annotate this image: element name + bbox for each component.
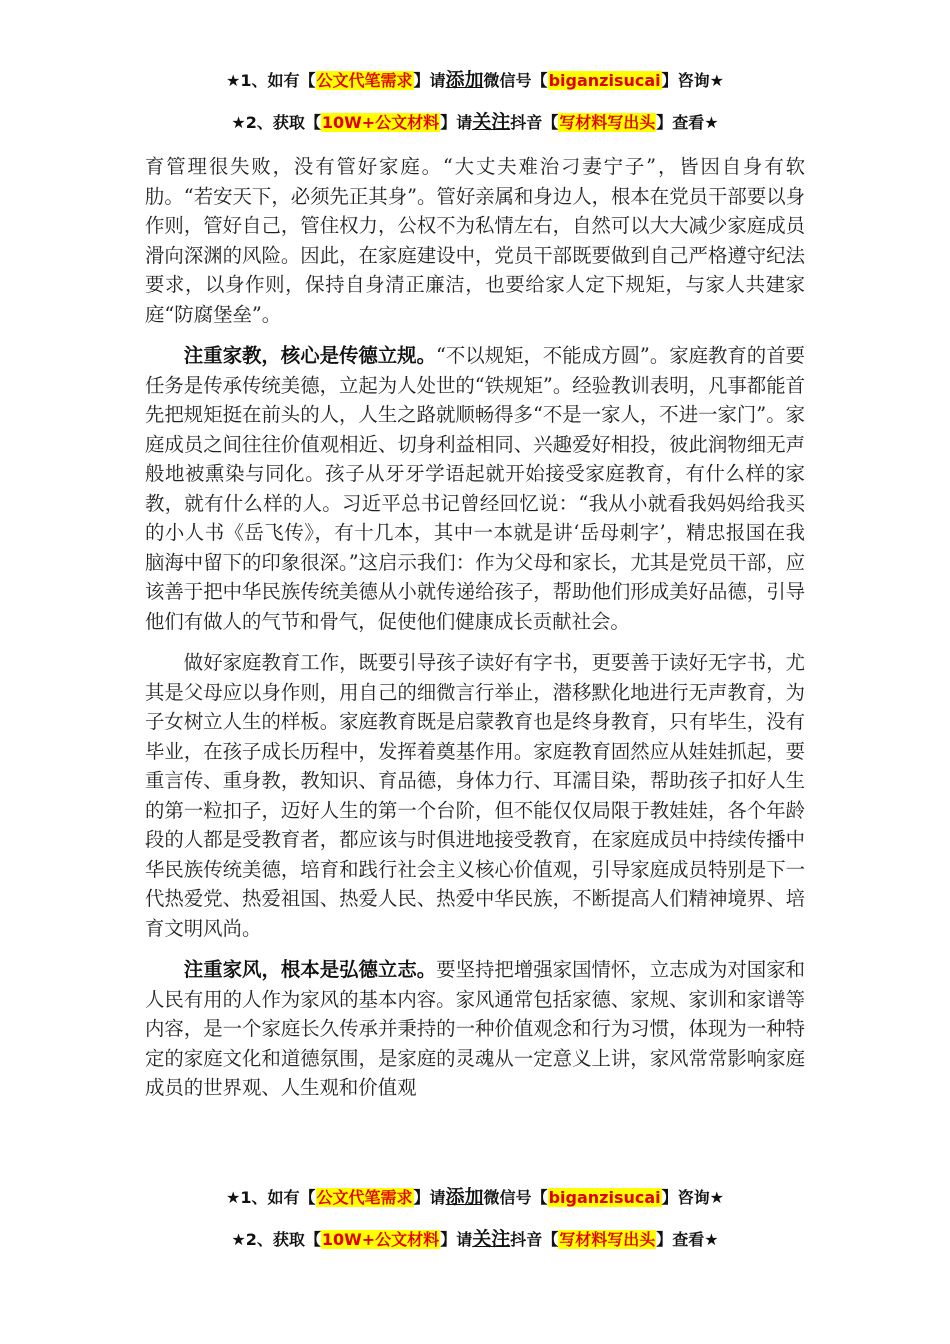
paragraph-4-body: 要坚持把增强家国情怀，立志成为对国家和人民有用的人作为家风的基本内容。家风通常包括家德、家规、家训和家谱等内容，是一个家庭长久传承并秉持的一种价值观念和行为习惯，体现为一种特定的家庭文化和道德氛围，是家庭的灵魂从一定意义上讲，家风常常影响家庭成员的世界观、人生观和价值观 xyxy=(145,958,806,1099)
banner-text: ★1、如有【 xyxy=(226,1188,316,1207)
banner-wechat-id: biganzisucai xyxy=(548,1188,661,1207)
top-banner-line-1 xyxy=(0,67,950,93)
banner-text: 】查看★ xyxy=(656,113,719,132)
paragraph-3: 做好家庭教育工作，既要引导孩子读好有字书，更要善于读好无字书，尤其是父母应以身作则，用自己的细微言行举止，潜移默化地进行无声教育，为子女树立人生的样板。家庭教育既是启蒙教育也是终身教育，只有毕生，没有毕业，在孩子成长历程中，发挥着奠基作用。家庭教育固然应从娃娃抓起，要重言传、重身教，教知识、育品德，身体力行、耳濡目染，帮助孩子扣好人生的第一粒扣子，迈好人生的第一个台阶，但不能仅仅局限于教娃娃，各个年龄段的人都是受教育者，都应该与时俱进地接受教育，在家庭成员中持续传播中华民族传统美德，培育和践行社会主义核心价值观，引导家庭成员特别是下一代热爱党、热爱祖国、热爱人民、热爱中华民族，不断提高人们精神境界、培育文明风尚。 xyxy=(145,651,805,940)
top-banner-line-2 xyxy=(0,109,950,135)
banner-emphasis: 添加 xyxy=(445,1186,484,1208)
banner-text: 抖音【 xyxy=(510,1230,559,1249)
bottom-banner-line-2 xyxy=(0,1226,950,1252)
paragraph-2-heading: 注重家教，核心是传德立规。 xyxy=(183,344,436,367)
banner-text: 】请 xyxy=(413,1188,446,1207)
banner-text: 】请 xyxy=(440,113,473,132)
banner-douyin-id: 写材料写出头 xyxy=(559,1230,656,1249)
bottom-banner-line-1 xyxy=(0,1184,950,1210)
banner-text: 】咨询★ xyxy=(661,1188,724,1207)
banner-text: 微信号【 xyxy=(483,1188,548,1207)
banner-text: 抖音【 xyxy=(510,113,559,132)
banner-text: ★2、获取【 xyxy=(231,113,321,132)
banner-text: 】咨询★ xyxy=(661,71,724,90)
banner-wechat-id: biganzisucai xyxy=(548,71,661,90)
banner-emphasis: 添加 xyxy=(445,69,484,91)
banner-text: 】请 xyxy=(413,71,446,90)
banner-text: ★2、获取【 xyxy=(231,1230,321,1249)
banner-text: ★1、如有【 xyxy=(226,71,316,90)
document-body xyxy=(145,152,805,1115)
banner-douyin-id: 写材料写出头 xyxy=(559,113,656,132)
paragraph-4-heading: 注重家风，根本是弘德立志。 xyxy=(183,958,437,981)
banner-text: 】请 xyxy=(440,1230,473,1249)
paragraph-2 xyxy=(145,341,805,636)
banner-highlight: 10W+公文材料 xyxy=(321,1230,440,1249)
paragraph-4 xyxy=(145,955,805,1103)
banner-text: 微信号【 xyxy=(483,71,548,90)
banner-emphasis: 关注 xyxy=(472,1228,511,1250)
banner-highlight: 公文代笔需求 xyxy=(316,71,413,90)
banner-highlight: 公文代笔需求 xyxy=(316,1188,413,1207)
paragraph-2-body: “不以规矩，不能成方圆”。家庭教育的首要任务是传承传统美德，立起为人处世的“铁规矩”。经验教训表明，凡事都能首先把规矩挺在前头的人，人生之路就顺畅得多“不是一家人，不进一家门”。家庭成员之间往往价值观相近、切身利益相同、兴趣爱好相投，彼此润物细无声般地被熏染与同化。孩子从牙牙学语起就开始接受家庭教育，有什么样的家教，就有什么样的人。习近平总书记曾经回忆说：“我从小就看我妈妈给我买的小人书《岳飞传》，有十几本，其中一本就是讲‘岳母刺字’，精忠报国在我脑海中留下的印象很深。”这启示我们：作为父母和家长，尤其是党员干部，应该善于把中华民族传统美德从小就传递给孩子，帮助他们形成美好品德，引导他们有做人的气节和骨气，促使他们健康成长贡献社会。 xyxy=(145,344,805,633)
banner-text: 】查看★ xyxy=(656,1230,719,1249)
banner-highlight: 10W+公文材料 xyxy=(321,113,440,132)
banner-emphasis: 关注 xyxy=(472,111,511,133)
paragraph-1: 育管理很失败，没有管好家庭。“大丈夫难治刁妻宁子”，皆因自身有软肋。“若安天下，必须先正其身”。管好亲属和身边人，根本在党员干部要以身作则，管好自己，管住权力，公权不为私情左右，自然可以大大减少家庭成员滑向深渊的风险。因此，在家庭建设中，党员干部既要做到自己严格遵守纪法要求，以身作则，保持自身清正廉洁，也要给家人定下规矩，与家人共建家庭“防腐堡垒”。 xyxy=(145,155,805,326)
